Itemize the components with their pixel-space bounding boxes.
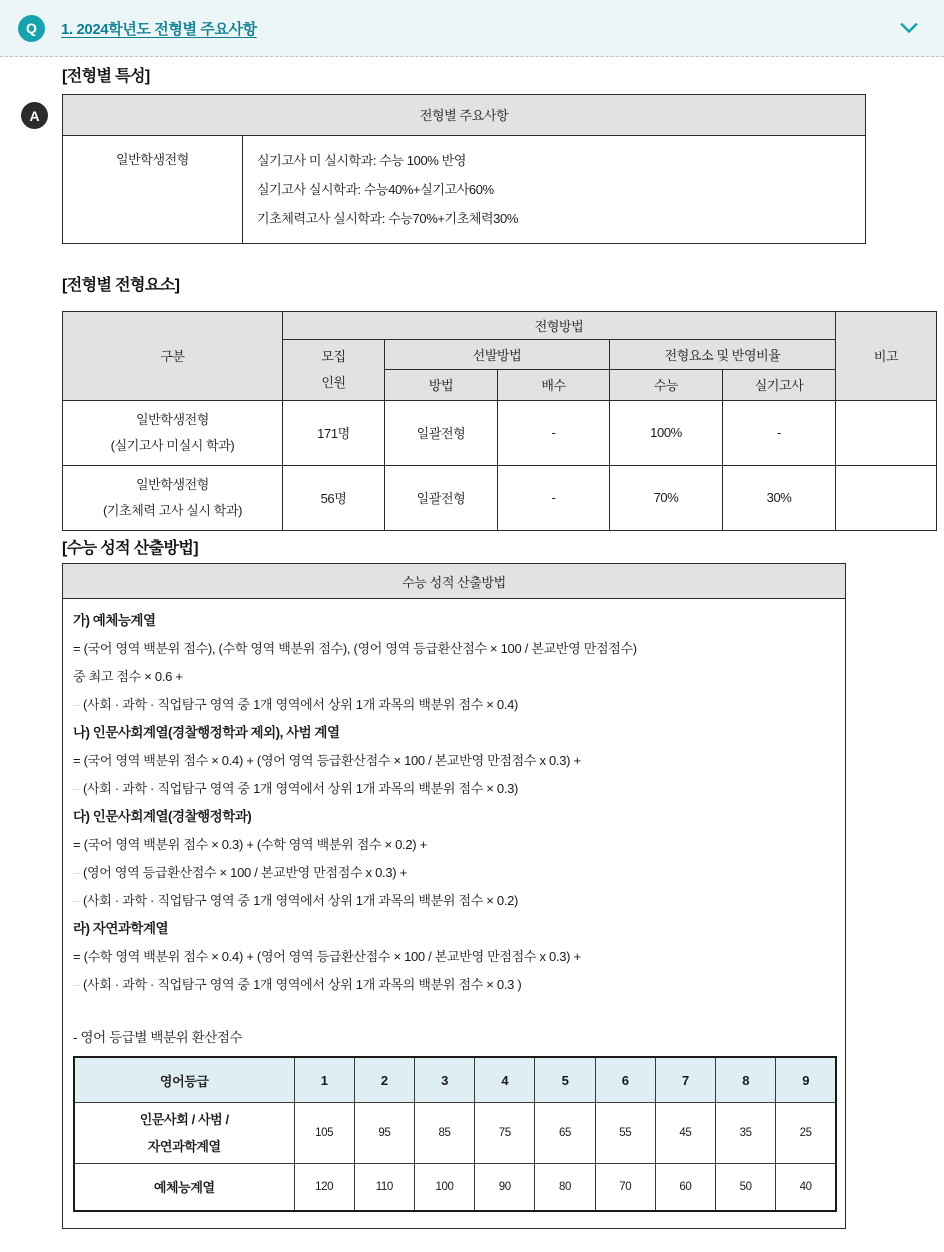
formula-line: = (국어 영역 백분위 점수 × 0.3) + (수학 영역 백분위 점수 × 0.2) + [73,837,427,853]
row-name [63,400,283,465]
overview-bullet: 기초체력고사 실시학과: 수능70%+기초체력30% [257,210,518,226]
answer-content [62,67,914,1229]
cell-multiple: - [498,400,610,465]
spacer [73,999,835,1019]
question-badge: Q [18,15,45,42]
cell-method: 일괄전형 [385,400,498,465]
cell-suneung: 100% [610,400,723,465]
cell-score: 75 [475,1103,535,1164]
score-calculation-table [62,563,846,1229]
formula-subline: – (영어 영역 등급환산점수 × 100 / 본교반영 만점점수 x 0.3) + [73,859,835,887]
cell-multiple: - [498,465,610,530]
col-header-grade-4: 4 [475,1057,535,1103]
faq-question-header[interactable] [0,0,944,57]
cell-remark [836,400,937,465]
row-header-track [74,1103,294,1164]
cell-score: 110 [354,1164,414,1212]
table-row [63,599,846,1229]
cell-method: 일괄전형 [385,465,498,530]
overview-bullet: 실기고사 실시학과: 수능40%+실기고사60% [257,181,494,197]
formula-group-heading: 가) 예체능계열 [73,613,156,629]
row-name-line2: (실기고사 미실시 학과) [110,437,235,453]
cell-score: 55 [595,1103,655,1164]
cell-score: 95 [354,1103,414,1164]
col-header-grade-2: 2 [354,1057,414,1103]
overview-bullet: 실기고사 미 실시학과: 수능 100% 반영 [257,152,466,168]
table-header-row [63,311,937,339]
col-header-grade-7: 7 [655,1057,715,1103]
col-header-grade-1: 1 [294,1057,354,1103]
cell-remark [836,465,937,530]
formula-group-heading: 라) 자연과학계열 [73,921,169,937]
cell-score: 45 [655,1103,715,1164]
row-name-line1: 일반학생전형 [136,411,209,427]
english-grade-conversion-table [73,1056,837,1212]
row-name-line2: (기초체력 고사 실시 학과) [102,502,243,518]
col-header-quota-line1: 모집 [321,348,346,364]
col-header-grade-6: 6 [595,1057,655,1103]
col-header-method-group: 전형방법 [283,311,836,339]
cell-score: 80 [535,1164,595,1212]
col-header-quota [283,339,385,400]
cell-score: 120 [294,1164,354,1212]
score-formula-content [63,599,846,1229]
col-header-english-grade: 영어등급 [74,1057,294,1103]
col-header-practical: 실기고사 [723,370,836,401]
faq-answer-panel [0,57,944,1229]
formula-subline: – (사회 · 과학 · 직업탐구 영역 중 1개 영역에서 상위 1개 과목의 백분위 점수 × 0.3 ) [73,971,835,999]
formula-line: = (국어 영역 백분위 점수), (수학 영역 백분위 점수), (영어 영역 등급환산점수 × 100 / 본교반영 만점점수) [73,641,637,657]
table-row [63,135,866,243]
cell-quota: 56명 [283,465,385,530]
col-header-selection-group: 선발방법 [385,339,610,370]
formula-group-heading: 나) 인문사회계열(경찰행정학과 제외), 사범 계열 [73,725,340,741]
cell-suneung: 70% [610,465,723,530]
cell-score: 60 [655,1164,715,1212]
table-header-row [63,564,846,599]
admission-overview-table [62,94,866,244]
table-row [74,1164,836,1212]
cell-score: 25 [776,1103,836,1164]
col-header-factor-group: 전형요소 및 반영비율 [610,339,836,370]
answer-badge: A [21,102,48,129]
col-header-quota-line2: 인원 [321,374,346,390]
english-conversion-caption: - 영어 등급별 백분위 환산점수 [73,1030,243,1046]
chevron-down-icon[interactable] [898,17,920,39]
cell-practical: 30% [723,465,836,530]
cell-score: 100 [414,1164,474,1212]
formula-line: = (수학 영역 백분위 점수 × 0.4) + (영어 영역 등급환산점수 × 100 / 본교반영 만점점수 x 0.3) + [73,949,581,965]
cell-score: 50 [716,1164,776,1212]
col-header-selection-how: 방법 [385,370,498,401]
section-title-admission-elements: [전형별 전형요소] [62,276,180,294]
col-header-grade-8: 8 [716,1057,776,1103]
cell-score: 40 [776,1164,836,1212]
col-header-suneung: 수능 [610,370,723,401]
cell-practical: - [723,400,836,465]
section-title-admission-features: [전형별 특성] [62,68,150,85]
faq-question-title[interactable]: 1. 2024학년도 전형별 주요사항 [61,20,257,38]
formula-subline: – (사회 · 과학 · 직업탐구 영역 중 1개 영역에서 상위 1개 과목의 백분위 점수 × 0.3) [73,775,835,803]
table-header-row [63,94,866,135]
cell-quota: 171명 [283,400,385,465]
overview-table-header: 전형별 주요사항 [63,94,866,135]
section-title-score-calculation: [수능 성적 산출방법] [62,539,198,557]
admission-elements-table [62,311,937,531]
row-name-line1: 일반학생전형 [136,476,209,492]
cell-score: 35 [716,1103,776,1164]
formula-line: = (국어 영역 백분위 점수 × 0.4) + (영어 영역 등급환산점수 × 100 / 본교반영 만점점수 x 0.3) + [73,753,581,769]
col-header-grade-9: 9 [776,1057,836,1103]
cell-score: 70 [595,1164,655,1212]
overview-bullet-list [243,135,866,243]
formula-line: 중 최고 점수 × 0.6 + [73,669,183,685]
cell-score: 85 [414,1103,474,1164]
row-header-track: 예체능계열 [74,1164,294,1212]
row-header-line2: 자연과학계열 [147,1139,221,1155]
col-header-selection-multiple: 배수 [498,370,610,401]
table-row [63,465,937,530]
overview-row-label: 일반학생전형 [63,135,243,243]
col-header-grade-5: 5 [535,1057,595,1103]
cell-score: 90 [475,1164,535,1212]
col-header-gubun: 구분 [63,311,283,400]
col-header-grade-3: 3 [414,1057,474,1103]
formula-subline: – (사회 · 과학 · 직업탐구 영역 중 1개 영역에서 상위 1개 과목의 백분위 점수 × 0.2) [73,887,835,915]
row-name [63,465,283,530]
row-header-line1: 인문사회 / 사범 / [139,1112,229,1128]
cell-score: 105 [294,1103,354,1164]
score-table-header: 수능 성적 산출방법 [63,564,846,599]
formula-group-heading: 다) 인문사회계열(경찰행정학과) [73,809,252,825]
table-row [63,400,937,465]
formula-subline: – (사회 · 과학 · 직업탐구 영역 중 1개 영역에서 상위 1개 과목의 백분위 점수 × 0.4) [73,691,835,719]
table-header-row [74,1057,836,1103]
col-header-remark: 비고 [836,311,937,400]
cell-score: 65 [535,1103,595,1164]
table-row [74,1103,836,1164]
